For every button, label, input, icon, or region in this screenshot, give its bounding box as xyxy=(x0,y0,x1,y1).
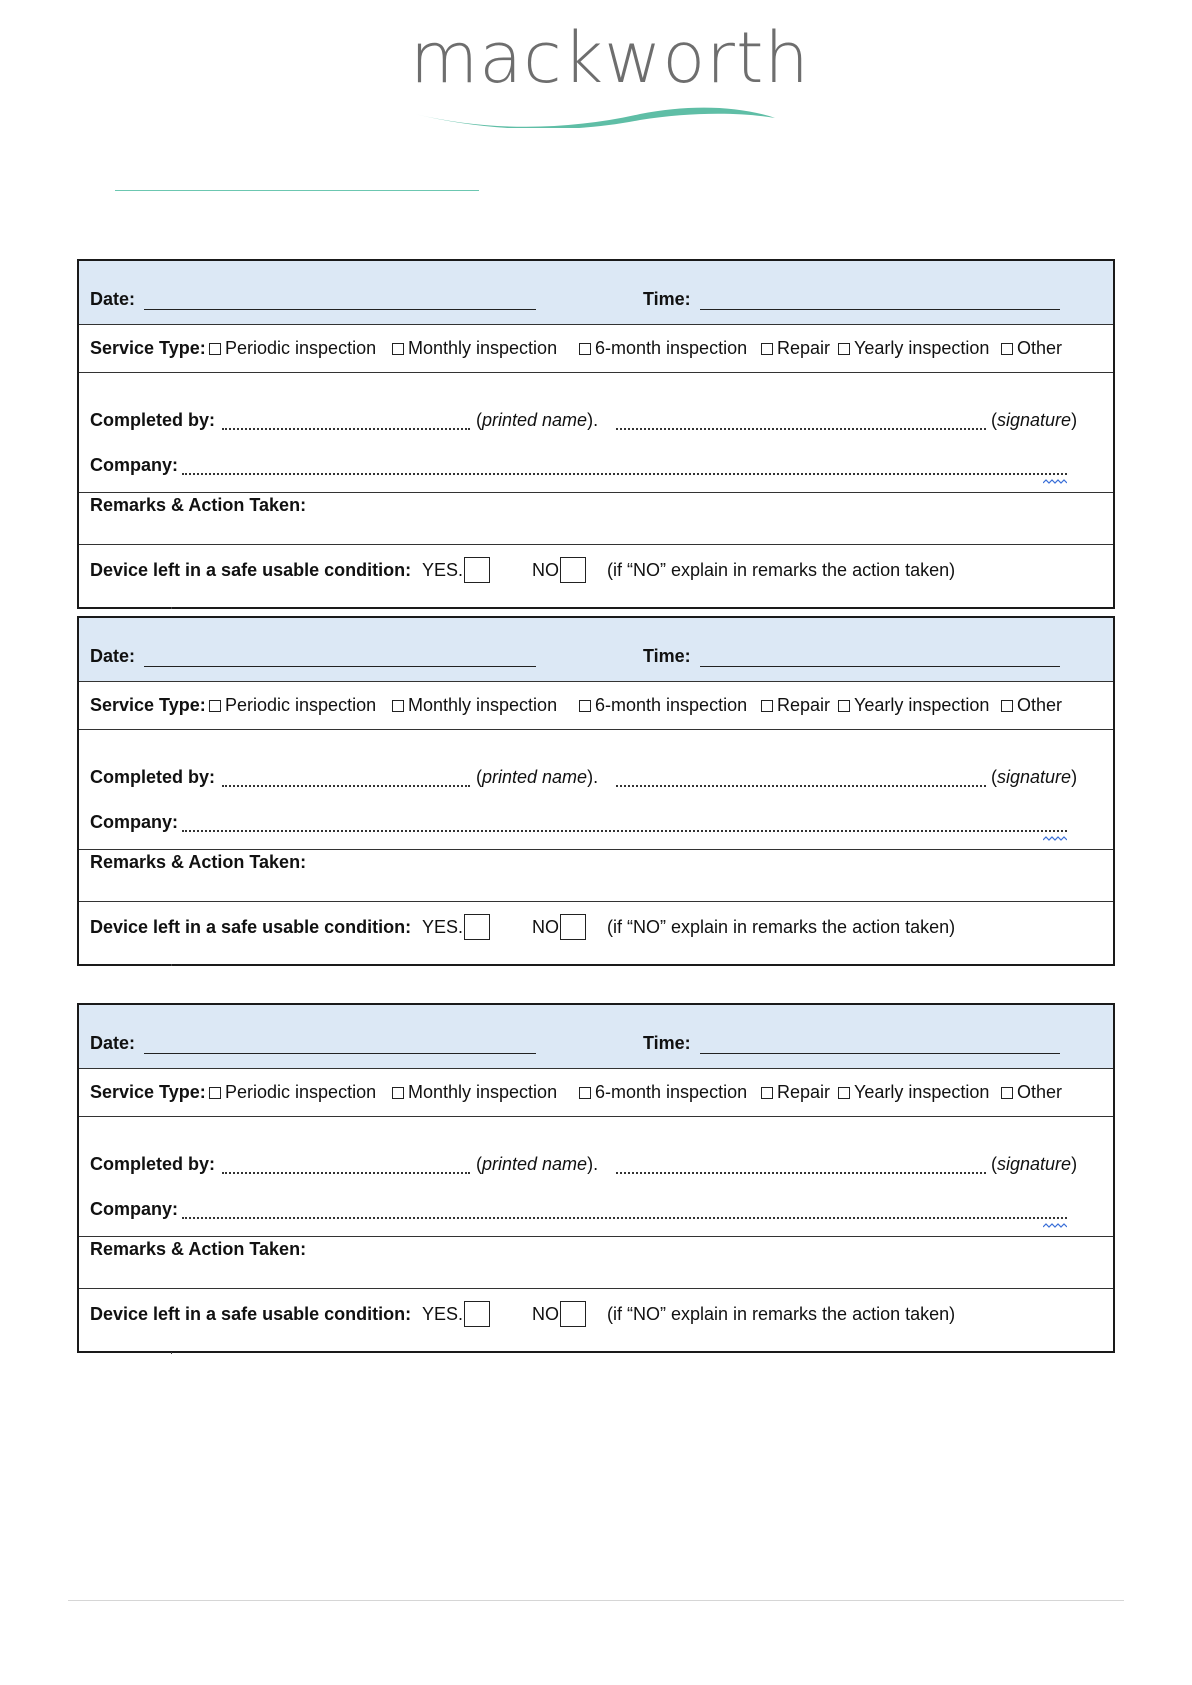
service-record-form-2 xyxy=(77,616,1115,966)
yes-checkbox[interactable] xyxy=(464,914,490,940)
stray-mark xyxy=(171,964,172,966)
company-input[interactable] xyxy=(182,473,1067,475)
completed-by-label: Completed by: xyxy=(90,767,216,787)
service-option-monthly[interactable]: Monthly inspection xyxy=(392,1082,557,1103)
time-input[interactable] xyxy=(700,666,1060,667)
remarks-label: Remarks & Action Taken: xyxy=(90,852,307,872)
time-label: Time: xyxy=(643,1033,691,1053)
checkbox-icon[interactable] xyxy=(761,700,773,712)
checkbox-icon[interactable] xyxy=(209,700,221,712)
service-option-periodic[interactable]: Periodic inspection xyxy=(209,1082,376,1103)
checkbox-icon[interactable] xyxy=(209,1087,221,1099)
service-type-label: Service Type: xyxy=(90,695,206,715)
service-type-label: Service Type: xyxy=(90,338,206,358)
checkbox-icon[interactable] xyxy=(838,343,850,355)
yes-option[interactable]: YES. xyxy=(422,914,490,940)
service-type-row xyxy=(79,325,1113,373)
logo-wordmark: mackworth xyxy=(410,17,810,99)
service-type-label: Service Type: xyxy=(90,1082,206,1102)
date-label: Date: xyxy=(90,1033,136,1053)
completed-by-row xyxy=(79,373,1113,493)
signature-caption: (signature) xyxy=(991,1154,1078,1174)
completed-by-label: Completed by: xyxy=(90,410,216,430)
no-checkbox[interactable] xyxy=(560,557,586,583)
checkbox-icon[interactable] xyxy=(761,343,773,355)
company-label: Company: xyxy=(90,1199,179,1219)
checkbox-icon[interactable] xyxy=(579,1087,591,1099)
checkbox-icon[interactable] xyxy=(1001,1087,1013,1099)
signature-caption: (signature) xyxy=(991,410,1078,430)
completed-by-row xyxy=(79,1117,1113,1237)
service-option-repair[interactable]: Repair xyxy=(761,338,830,359)
service-option-monthly[interactable]: Monthly inspection xyxy=(392,338,557,359)
service-option-yearly[interactable]: Yearly inspection xyxy=(838,338,989,359)
service-option-monthly[interactable]: Monthly inspection xyxy=(392,695,557,716)
checkbox-icon[interactable] xyxy=(1001,700,1013,712)
time-label: Time: xyxy=(643,646,691,666)
checkbox-icon[interactable] xyxy=(392,1087,404,1099)
remarks-label: Remarks & Action Taken: xyxy=(90,1239,307,1259)
service-option-yearly[interactable]: Yearly inspection xyxy=(838,695,989,716)
printed-name-caption: (printed name). xyxy=(476,410,599,430)
no-explanation-note: (if “NO” explain in remarks the action taken) xyxy=(607,1304,956,1324)
stray-mark xyxy=(171,1352,172,1354)
printed-name-input[interactable] xyxy=(222,1172,470,1174)
date-label: Date: xyxy=(90,289,136,309)
signature-caption: (signature) xyxy=(991,767,1078,787)
date-label: Date: xyxy=(90,646,136,666)
no-checkbox[interactable] xyxy=(560,1301,586,1327)
spellcheck-squiggle-icon xyxy=(1043,1223,1067,1229)
signature-input[interactable] xyxy=(616,1172,986,1174)
company-label: Company: xyxy=(90,812,179,832)
printed-name-caption: (printed name). xyxy=(476,767,599,787)
printed-name-input[interactable] xyxy=(222,785,470,787)
remarks-row[interactable] xyxy=(79,493,1113,545)
yes-option[interactable]: YES. xyxy=(422,1301,490,1327)
checkbox-icon[interactable] xyxy=(579,700,591,712)
checkbox-icon[interactable] xyxy=(1001,343,1013,355)
stray-mark xyxy=(171,607,172,609)
no-option[interactable]: NO xyxy=(532,914,586,940)
yes-checkbox[interactable] xyxy=(464,1301,490,1327)
mackworth-logo xyxy=(410,17,810,118)
service-option-other[interactable]: Other xyxy=(1001,695,1062,716)
title-underline xyxy=(115,190,479,191)
time-input[interactable] xyxy=(700,1053,1060,1054)
no-explanation-note: (if “NO” explain in remarks the action taken) xyxy=(607,560,956,580)
remarks-row[interactable] xyxy=(79,850,1113,902)
date-time-row xyxy=(79,618,1113,682)
device-condition-row xyxy=(79,902,1113,964)
footer-divider xyxy=(68,1600,1124,1601)
service-option-6-month[interactable]: 6-month inspection xyxy=(579,338,747,359)
service-option-periodic[interactable]: Periodic inspection xyxy=(209,695,376,716)
service-option-periodic[interactable]: Periodic inspection xyxy=(209,338,376,359)
service-record-form-1 xyxy=(77,259,1115,609)
completed-by-label: Completed by: xyxy=(90,1154,216,1174)
remarks-label: Remarks & Action Taken: xyxy=(90,495,307,515)
yes-option[interactable]: YES. xyxy=(422,557,490,583)
spellcheck-squiggle-icon xyxy=(1043,836,1067,842)
signature-input[interactable] xyxy=(616,785,986,787)
signature-input[interactable] xyxy=(616,428,986,430)
service-type-row xyxy=(79,682,1113,730)
no-explanation-note: (if “NO” explain in remarks the action taken) xyxy=(607,917,956,937)
checkbox-icon[interactable] xyxy=(579,343,591,355)
spellcheck-squiggle-icon xyxy=(1043,479,1067,485)
checkbox-icon[interactable] xyxy=(838,1087,850,1099)
company-input[interactable] xyxy=(182,830,1067,832)
company-label: Company: xyxy=(90,455,179,475)
date-time-row xyxy=(79,1005,1113,1069)
service-option-6-month[interactable]: 6-month inspection xyxy=(579,1082,747,1103)
device-condition-label: Device left in a safe usable condition: xyxy=(90,560,412,580)
completed-by-row xyxy=(79,730,1113,850)
date-input[interactable] xyxy=(144,1053,536,1054)
service-option-repair[interactable]: Repair xyxy=(761,1082,830,1103)
no-option[interactable]: NO xyxy=(532,557,586,583)
service-option-6-month[interactable]: 6-month inspection xyxy=(579,695,747,716)
service-option-yearly[interactable]: Yearly inspection xyxy=(838,1082,989,1103)
device-condition-label: Device left in a safe usable condition: xyxy=(90,917,412,937)
no-checkbox[interactable] xyxy=(560,914,586,940)
remarks-row[interactable] xyxy=(79,1237,1113,1289)
logo-swoosh-icon xyxy=(410,88,780,128)
service-type-row xyxy=(79,1069,1113,1117)
date-time-row xyxy=(79,261,1113,325)
checkbox-icon[interactable] xyxy=(761,1087,773,1099)
checkbox-icon[interactable] xyxy=(392,700,404,712)
time-label: Time: xyxy=(643,289,691,309)
printed-name-input[interactable] xyxy=(222,428,470,430)
device-condition-row xyxy=(79,545,1113,607)
printed-name-caption: (printed name). xyxy=(476,1154,599,1174)
service-record-form-3 xyxy=(77,1003,1115,1353)
no-option[interactable]: NO xyxy=(532,1301,586,1327)
service-option-other[interactable]: Other xyxy=(1001,1082,1062,1103)
date-input[interactable] xyxy=(144,666,536,667)
checkbox-icon[interactable] xyxy=(209,343,221,355)
checkbox-icon[interactable] xyxy=(838,700,850,712)
checkbox-icon[interactable] xyxy=(392,343,404,355)
device-condition-label: Device left in a safe usable condition: xyxy=(90,1304,412,1324)
service-option-other[interactable]: Other xyxy=(1001,338,1062,359)
time-input[interactable] xyxy=(700,309,1060,310)
company-input[interactable] xyxy=(182,1217,1067,1219)
date-input[interactable] xyxy=(144,309,536,310)
service-option-repair[interactable]: Repair xyxy=(761,695,830,716)
device-condition-row xyxy=(79,1289,1113,1351)
yes-checkbox[interactable] xyxy=(464,557,490,583)
